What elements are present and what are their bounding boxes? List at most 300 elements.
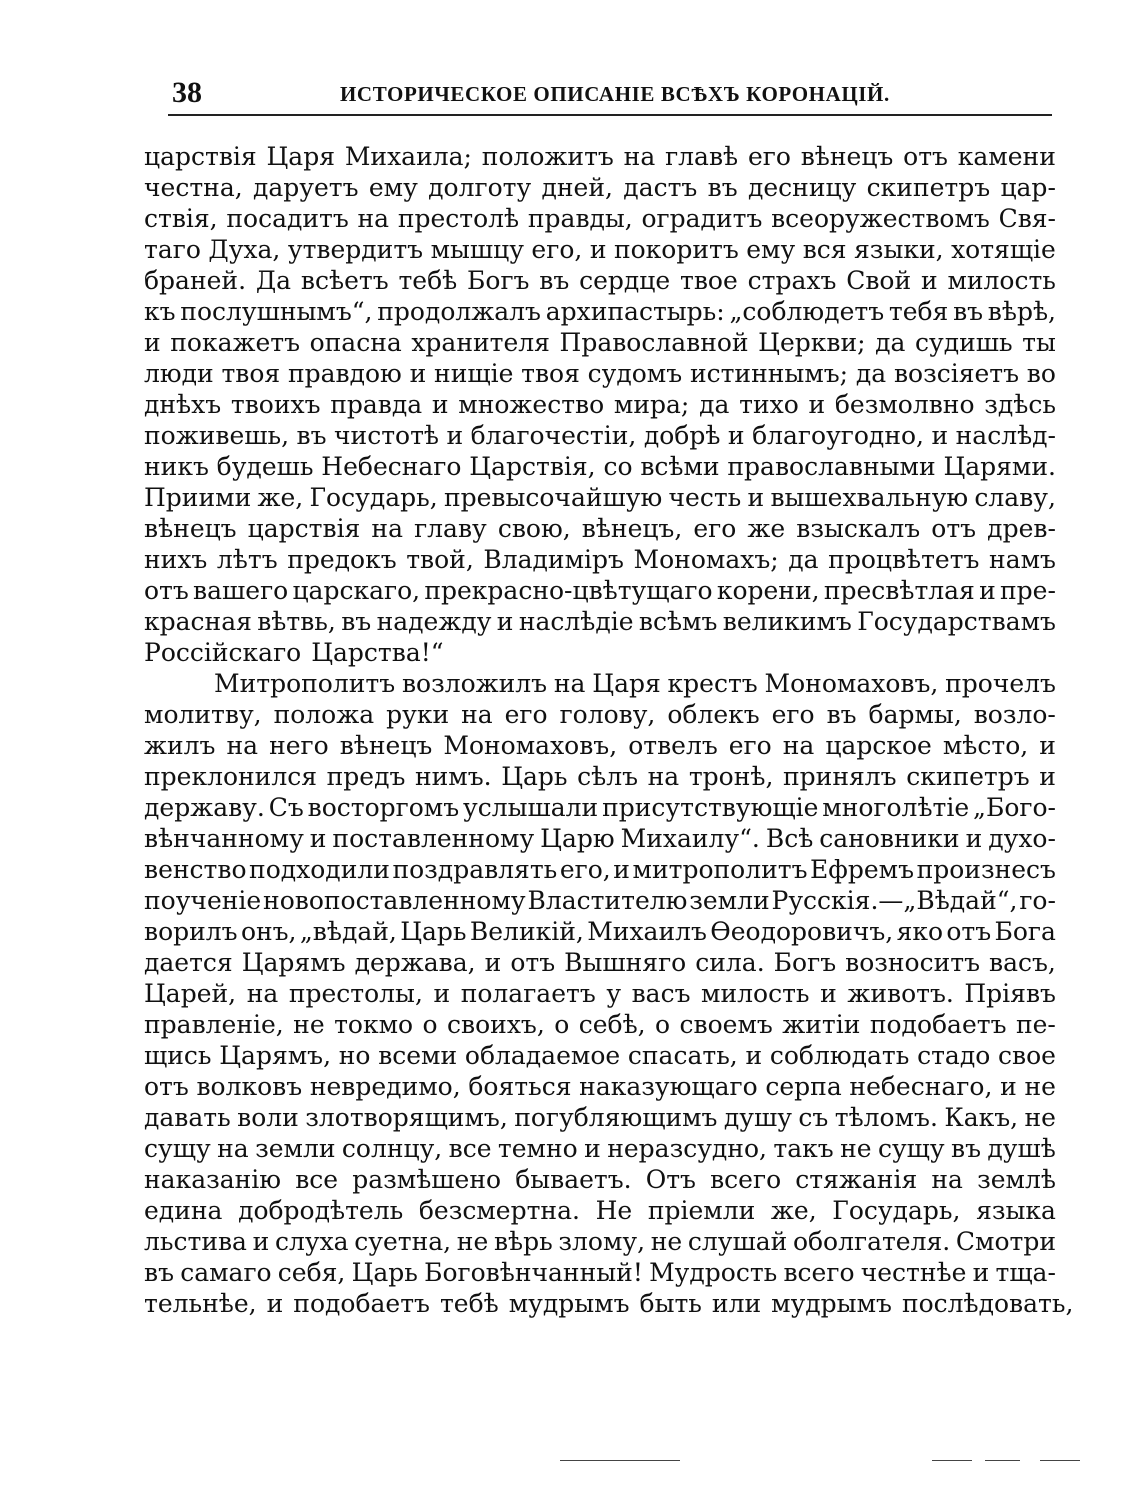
word: духо-	[988, 824, 1056, 853]
word: поставленному	[332, 824, 535, 853]
word: предокъ	[287, 545, 397, 574]
word: Царя	[592, 669, 661, 698]
word: стадо	[917, 1041, 991, 1070]
word: къ	[144, 297, 176, 326]
word: на	[357, 204, 390, 233]
word: таго	[144, 235, 201, 264]
word: процвѣтетъ	[828, 545, 980, 574]
word: землѣ	[977, 1165, 1056, 1194]
word: Государствамъ	[857, 607, 1056, 636]
word: него	[269, 731, 329, 760]
word: возноситъ	[845, 948, 981, 977]
text-line	[144, 358, 1056, 389]
word: услышали	[463, 793, 599, 822]
word: Ѳеодоровичъ,	[710, 917, 894, 946]
word: Духа,	[208, 235, 281, 264]
word: душу	[723, 1103, 792, 1132]
word: Царями.	[943, 452, 1056, 481]
word: все	[295, 1165, 339, 1194]
word: царское	[825, 731, 932, 760]
word: воли	[237, 1103, 299, 1132]
word: его,	[559, 855, 611, 884]
text-line	[144, 1257, 1056, 1288]
word: главѣ	[665, 142, 739, 171]
word: вѣрѣ,	[987, 297, 1056, 326]
word: и	[589, 235, 607, 264]
word: добродѣтель	[238, 1196, 404, 1225]
word: возложилъ	[401, 669, 548, 698]
word: судишь	[914, 328, 1013, 357]
word: престолы,	[288, 979, 423, 1008]
word: продолжалъ	[377, 297, 541, 326]
word: да	[699, 390, 730, 419]
text-line	[144, 1195, 1056, 1226]
word: пре-	[1000, 576, 1056, 605]
word: крестъ	[667, 669, 758, 698]
word: „Бого-	[973, 793, 1056, 822]
word: тебѣ	[398, 266, 458, 295]
word: всѣми	[640, 452, 720, 481]
word: ему	[746, 235, 796, 264]
word: его,	[531, 235, 583, 264]
word: Пріявъ	[964, 979, 1056, 1008]
word: льстива	[144, 1227, 247, 1256]
word: мира;	[613, 390, 690, 419]
word: произнесъ	[916, 855, 1056, 884]
word: тѣломъ.	[834, 1103, 938, 1132]
word: жилъ	[144, 731, 216, 760]
word: дней,	[541, 173, 613, 202]
word: темно	[497, 1134, 578, 1163]
word: держава,	[354, 948, 476, 977]
text-line	[144, 203, 1056, 234]
word: будешь	[216, 452, 314, 481]
word: наказующаго	[579, 1072, 758, 1101]
word: Церкви;	[758, 328, 866, 357]
word: и	[931, 421, 949, 450]
word: суетна,	[354, 1227, 452, 1256]
word: благочестіи,	[470, 421, 637, 450]
word: го-	[1019, 886, 1056, 915]
word: десницу	[747, 173, 857, 202]
word: волковъ	[196, 1072, 303, 1101]
word: красная	[144, 607, 252, 636]
word: Царствія,	[469, 452, 596, 481]
word: такъ	[773, 1134, 834, 1163]
word: всеоружествомъ	[771, 204, 990, 233]
text-line	[144, 234, 1056, 265]
word: страхъ	[747, 266, 837, 295]
word: Русскія.—„Вѣдай“,	[771, 886, 1018, 915]
word: архипастырь:	[545, 297, 725, 326]
text-line	[144, 141, 1056, 172]
word: царскаго,	[292, 576, 421, 605]
word: твоя	[521, 359, 580, 388]
word: дается	[144, 948, 233, 977]
word: прекрасно-цвѣтущаго	[424, 576, 713, 605]
word: покоритъ	[613, 235, 739, 264]
word: присутствующіе	[602, 793, 819, 822]
word: всеми	[378, 1041, 458, 1070]
word: ворилъ	[144, 917, 238, 946]
word: въ	[707, 173, 738, 202]
word: своихъ,	[447, 1010, 545, 1039]
word: новопоставленному	[263, 886, 526, 915]
word: молитву,	[144, 700, 262, 729]
word: свою,	[497, 514, 571, 543]
word: и	[431, 390, 449, 419]
word: всего	[783, 1258, 855, 1287]
word: серпа	[765, 1072, 842, 1101]
word: восторгомъ	[307, 793, 460, 822]
text-line	[144, 792, 1056, 823]
word: Царства!“	[311, 638, 444, 667]
text-line	[144, 1164, 1056, 1195]
word: отъ	[903, 142, 948, 171]
word: послѣдовать,	[901, 1289, 1074, 1318]
word: сущу	[877, 1134, 945, 1163]
word: быть	[639, 1289, 702, 1318]
word: его	[728, 731, 772, 760]
word: на	[461, 700, 493, 729]
word: да	[788, 545, 819, 574]
text-line	[144, 451, 1056, 482]
word: Не	[595, 1196, 633, 1225]
word: да	[875, 328, 906, 357]
word: Да	[255, 266, 292, 295]
word: славу,	[974, 483, 1056, 512]
text-line	[144, 668, 1056, 699]
word: Мономахъ;	[633, 545, 779, 574]
word: даруетъ	[253, 173, 359, 202]
page-header	[168, 74, 1052, 116]
word: и	[309, 824, 327, 853]
word: правды,	[527, 204, 633, 233]
word: въ	[953, 297, 984, 326]
text-line	[144, 637, 1056, 668]
word: Ефремъ	[810, 855, 915, 884]
word: на	[931, 1165, 963, 1194]
word: всего	[710, 1165, 782, 1194]
word: и	[584, 1134, 601, 1163]
word: самаго	[180, 1258, 272, 1287]
word: Михаила;	[344, 142, 472, 171]
word: Какъ,	[944, 1103, 1019, 1132]
word: же,	[257, 483, 304, 512]
word: скипетръ	[866, 173, 991, 202]
text-line	[144, 916, 1056, 947]
word: едина	[144, 1196, 223, 1225]
word: отвелъ	[628, 731, 718, 760]
word: въ	[951, 1134, 981, 1163]
word: не	[456, 1227, 489, 1256]
word: стяжанія	[795, 1165, 918, 1194]
word: Съ	[268, 793, 304, 822]
word: пе-	[1015, 1010, 1056, 1039]
word: все	[448, 1134, 492, 1163]
word: со	[603, 452, 633, 481]
word: люди	[144, 359, 214, 388]
word: Царь	[501, 762, 568, 791]
word: Царь	[351, 1258, 418, 1287]
word: Государь,	[309, 483, 438, 512]
word: великимъ	[722, 607, 852, 636]
text-line	[144, 482, 1056, 513]
word: вышехвальную	[770, 483, 969, 512]
text-line	[144, 575, 1056, 606]
word: его	[747, 142, 791, 171]
word: земли	[689, 886, 770, 915]
word: же,	[770, 1196, 817, 1225]
word: престолѣ	[397, 204, 520, 233]
word: вѣнецъ	[144, 514, 237, 543]
word: православными	[727, 452, 936, 481]
word: честна,	[144, 173, 243, 202]
word: Царей,	[144, 979, 237, 1008]
word: вся	[802, 235, 847, 264]
word: державу.	[144, 793, 265, 822]
word: нихъ	[144, 545, 208, 574]
word: не	[1024, 1103, 1056, 1132]
word: отъ	[510, 948, 556, 977]
word: или	[711, 1289, 762, 1318]
word: здѣсь	[984, 390, 1056, 419]
word: судомъ	[587, 359, 683, 388]
word: и	[1039, 731, 1056, 760]
word: сила.	[695, 948, 765, 977]
word: злому,	[558, 1227, 646, 1256]
word: честь	[668, 483, 742, 512]
word: сущу	[144, 1134, 211, 1163]
word: Россійскаго	[144, 638, 302, 667]
word: въ	[539, 266, 570, 295]
word: на	[553, 669, 586, 698]
word: его	[504, 700, 548, 729]
word: наслѣд-	[955, 421, 1056, 450]
word: на	[782, 731, 815, 760]
word: Царя	[266, 142, 335, 171]
word: и	[252, 1227, 270, 1256]
word: обладаемое	[464, 1041, 621, 1070]
word: преклонился	[144, 762, 317, 791]
word: себя,	[277, 1258, 346, 1287]
text-line	[144, 854, 1056, 885]
word: и	[266, 1289, 284, 1318]
word: голову,	[559, 700, 656, 729]
word: злотворящимъ,	[305, 1103, 508, 1132]
word: тща-	[995, 1258, 1056, 1287]
page-number: 38	[172, 76, 202, 109]
word: вашего	[193, 576, 289, 605]
word: днѣхъ	[144, 390, 222, 419]
word: и	[409, 359, 427, 388]
word: безмолвно	[834, 390, 975, 419]
word: царствія	[247, 514, 361, 543]
word: спасать,	[627, 1041, 738, 1070]
word: яко	[896, 917, 944, 946]
word: въ	[341, 607, 372, 636]
word: Царямъ	[241, 948, 346, 977]
word: Мудрость	[649, 1258, 778, 1287]
word: поживешь,	[144, 421, 290, 450]
word: его	[693, 514, 737, 543]
word: вѣрь	[493, 1227, 553, 1256]
word: Всѣ	[765, 824, 814, 853]
word: добрѣ	[643, 421, 721, 450]
word: руки	[386, 700, 450, 729]
word: Небеснаго	[321, 452, 462, 481]
word: сановники	[819, 824, 960, 853]
word: о	[655, 1010, 671, 1039]
word: дастъ	[623, 173, 698, 202]
word: подходили	[249, 855, 390, 884]
word: взыскалъ	[796, 514, 921, 543]
word: поздравлять	[392, 855, 558, 884]
word: мѣсто,	[942, 731, 1029, 760]
text-line	[144, 1102, 1056, 1133]
word: возло-	[973, 700, 1056, 729]
word: камени	[957, 142, 1056, 171]
word: о	[554, 1010, 570, 1039]
word: Царь	[400, 917, 467, 946]
word: митрополитъ	[632, 855, 808, 884]
word: хотящіе	[951, 235, 1056, 264]
word: на	[246, 979, 279, 1008]
word: мудрымъ	[508, 1289, 630, 1318]
word: душѣ	[987, 1134, 1056, 1163]
word: безсмертна.	[418, 1196, 580, 1225]
text-line	[144, 1133, 1056, 1164]
word: покажетъ	[170, 328, 301, 357]
word: Царямъ,	[219, 1041, 332, 1070]
word: бываетъ.	[515, 1165, 632, 1194]
word: небеснаго,	[849, 1072, 993, 1101]
running-title: ИСТОРИЧЕСКОЕ ОПИСАНІЕ ВСѢХЪ КОРОНАЦІЙ.	[340, 82, 890, 106]
body-text	[144, 141, 1074, 1319]
word: Отъ	[645, 1165, 696, 1194]
word: животъ.	[847, 979, 954, 1008]
word: но	[338, 1041, 371, 1070]
word: въ	[144, 1258, 174, 1287]
word: себѣ,	[578, 1010, 646, 1039]
text-line	[144, 296, 1056, 327]
word: ты	[1022, 328, 1056, 357]
word: Государь,	[832, 1196, 961, 1225]
text-line	[144, 699, 1056, 730]
text-line	[144, 389, 1056, 420]
word: языки,	[854, 235, 944, 264]
word: не	[840, 1134, 872, 1163]
word: древ-	[987, 514, 1056, 543]
word: браней.	[144, 266, 247, 295]
word: правдою	[287, 359, 402, 388]
paragraph	[144, 668, 1074, 1319]
text-line	[144, 1040, 1056, 1071]
word: тронѣ,	[688, 762, 774, 791]
word: цар-	[1000, 173, 1056, 202]
word: Мономаховъ,	[443, 731, 618, 760]
word: да	[855, 359, 887, 388]
word: и	[820, 979, 837, 1008]
word: „вѣдай,	[299, 917, 397, 946]
word: отъ	[946, 917, 992, 946]
word: превысочайшую	[443, 483, 663, 512]
word: хранителя	[411, 328, 550, 357]
word: вѣнчанному	[144, 824, 304, 853]
word: Мономаховъ,	[764, 669, 939, 698]
word: и	[979, 576, 996, 605]
word: множество	[458, 390, 605, 419]
word: Царю	[540, 824, 615, 853]
word: оболгателя.	[792, 1227, 951, 1256]
word: ствія,	[144, 204, 218, 233]
word: Богъ	[467, 266, 530, 295]
word: языка	[976, 1196, 1056, 1225]
word: мышцу	[430, 235, 524, 264]
word: тельнѣе,	[144, 1289, 257, 1318]
word: свое	[998, 1041, 1056, 1070]
word: и	[747, 483, 765, 512]
word: вѣнецъ,	[581, 514, 683, 543]
word: положа	[273, 700, 375, 729]
text-line	[144, 265, 1056, 296]
word: вѣнецъ	[339, 731, 433, 760]
word: и	[727, 421, 745, 450]
text-line	[144, 823, 1056, 854]
word: и	[484, 948, 502, 977]
word: сѣлъ	[577, 762, 639, 791]
word: и	[144, 328, 161, 357]
word: на	[371, 514, 403, 543]
word: же	[747, 514, 786, 543]
word: положитъ	[481, 142, 614, 171]
word: твоихъ	[230, 390, 321, 419]
word: скипетръ	[906, 762, 1030, 791]
word: принялъ	[783, 762, 897, 791]
word: Свя-	[998, 204, 1056, 233]
word: Приими	[144, 483, 252, 512]
footer-rule	[985, 1460, 1020, 1461]
word: царствія	[144, 142, 257, 171]
word: во	[1026, 359, 1056, 388]
word: поученіе	[144, 886, 262, 915]
footer-rule	[932, 1460, 972, 1461]
word: на	[623, 142, 656, 171]
word: погубляющимъ	[514, 1103, 718, 1132]
word: онъ,	[240, 917, 297, 946]
word: отъ	[144, 1072, 189, 1101]
word: всѣетъ	[300, 266, 389, 295]
word: бармы,	[868, 700, 962, 729]
word: Михаилу“.	[620, 824, 760, 853]
word: отъ	[144, 576, 189, 605]
word: не	[650, 1227, 683, 1256]
word: неразсудно,	[607, 1134, 767, 1163]
word: бояться	[468, 1072, 572, 1101]
word: нимъ.	[414, 762, 492, 791]
word: не	[1024, 1072, 1056, 1101]
word: Православной	[559, 328, 749, 357]
word: милость	[701, 979, 810, 1008]
word: Властителю	[527, 886, 688, 915]
word: подобаетъ	[293, 1289, 430, 1318]
word: корени,	[716, 576, 820, 605]
word: чистотѣ	[334, 421, 439, 450]
word: соблюдать	[769, 1041, 910, 1070]
word: невредимо,	[309, 1072, 461, 1101]
word: вѣнецъ	[800, 142, 894, 171]
word: о	[422, 1010, 438, 1039]
